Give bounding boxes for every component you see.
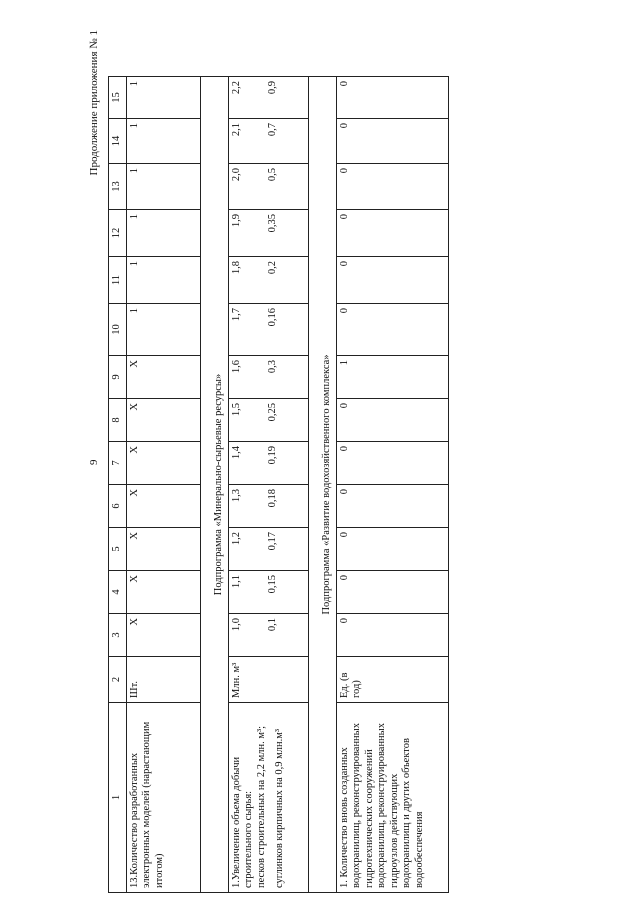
value-cell: 0 — [336, 77, 448, 119]
value-clay: 0,2 — [266, 261, 278, 275]
value-cell — [228, 528, 308, 571]
value-clay: 0,7 — [266, 123, 278, 137]
value-sand: 1,3 — [230, 489, 242, 503]
value-cell: 1 — [126, 77, 200, 119]
value-cell: 0 — [336, 528, 448, 571]
col-number: 10 — [109, 304, 127, 356]
value-cell: Х — [126, 356, 200, 399]
value-cell: 0 — [336, 119, 448, 164]
col-number: 1 — [109, 703, 127, 893]
col-number: 3 — [109, 614, 127, 657]
value-clay: 0,18 — [266, 489, 278, 508]
unit-cell: Ед. (в год) — [336, 657, 448, 703]
value-cell: 0 — [336, 442, 448, 485]
value-cell: 0 — [336, 571, 448, 614]
col-number: 11 — [109, 257, 127, 304]
section-title: Подпрограмма «Развитие водохозяйственного комплекса» — [308, 77, 336, 893]
col-number: 5 — [109, 528, 127, 571]
value-sand: 1,4 — [230, 446, 242, 460]
continuation-note: Продолжение приложения № 1 — [88, 30, 100, 176]
value-sand: 1,9 — [230, 214, 242, 228]
indicators-table — [108, 76, 449, 893]
value-clay: 0,3 — [266, 360, 278, 374]
table-row-electronic-models — [126, 77, 200, 893]
value-sand: 2,0 — [230, 168, 242, 182]
col-number: 14 — [109, 119, 127, 164]
value-cell: 1 — [126, 257, 200, 304]
value-clay: 0,9 — [266, 81, 278, 95]
value-cell: 0 — [336, 164, 448, 210]
value-cell — [228, 304, 308, 356]
table-row-mineral — [228, 77, 308, 893]
value-sand: 1,1 — [230, 575, 242, 589]
value-cell: 0 — [336, 210, 448, 257]
value-sand: 2,2 — [230, 81, 242, 95]
value-sand: 1,6 — [230, 360, 242, 374]
col-number: 7 — [109, 442, 127, 485]
value-cell — [228, 77, 308, 119]
value-cell: 1 — [126, 164, 200, 210]
value-cell — [228, 164, 308, 210]
indicator-cell — [228, 703, 308, 893]
value-cell — [228, 257, 308, 304]
value-cell: 1 — [126, 210, 200, 257]
value-cell: 0 — [336, 257, 448, 304]
value-cell: Х — [126, 571, 200, 614]
value-clay: 0,16 — [266, 308, 278, 327]
value-clay: 0,35 — [266, 214, 278, 233]
value-clay: 0,15 — [266, 575, 278, 594]
value-clay: 0,17 — [266, 532, 278, 551]
value-cell: 1 — [126, 119, 200, 164]
unit-cell: Млн. м³ — [228, 657, 308, 703]
value-cell: Х — [126, 485, 200, 528]
value-clay: 0,5 — [266, 168, 278, 182]
value-cell: Х — [126, 614, 200, 657]
value-sand: 1,7 — [230, 308, 242, 322]
value-clay: 0,1 — [266, 618, 278, 632]
value-cell: 1 — [336, 356, 448, 399]
col-number: 6 — [109, 485, 127, 528]
value-cell — [228, 356, 308, 399]
value-cell — [228, 485, 308, 528]
value-clay: 0,19 — [266, 446, 278, 465]
value-sand: 1,0 — [230, 618, 242, 632]
value-cell: 0 — [336, 485, 448, 528]
value-cell — [228, 442, 308, 485]
value-cell: 0 — [336, 399, 448, 442]
value-cell: 1 — [126, 304, 200, 356]
value-cell: Х — [126, 399, 200, 442]
value-clay: 0,25 — [266, 403, 278, 422]
col-number: 2 — [109, 657, 127, 703]
table-row-water — [336, 77, 448, 893]
value-sand: 1,5 — [230, 403, 242, 417]
value-cell: 0 — [336, 304, 448, 356]
indicator-sand: песков строительных на 2,2 млн. м³; — [255, 725, 267, 888]
value-cell: Х — [126, 528, 200, 571]
section-title: Подпрограмма «Минерально-сырьевые ресурсы» — [200, 77, 228, 893]
value-sand: 1,8 — [230, 261, 242, 275]
value-sand: 2,1 — [230, 123, 242, 137]
col-number: 9 — [109, 356, 127, 399]
col-number: 13 — [109, 164, 127, 210]
page-number: 9 — [88, 459, 100, 465]
value-sand: 1,2 — [230, 532, 242, 546]
col-number: 4 — [109, 571, 127, 614]
indicator-cell: 13.Количество разработанных электронных моделей (нарастающим итогом) — [126, 703, 200, 893]
value-cell — [228, 571, 308, 614]
col-number: 8 — [109, 399, 127, 442]
header-row — [109, 77, 127, 893]
section-row-water — [308, 77, 336, 893]
unit-cell: Шт. — [126, 657, 200, 703]
indicator-cell: 1. Количество вновь созданных водохранилищ, реконструированных гидротехнических сооружений водохранилищ, реконструированных гидроузлов действующих водохранилищ и других объектов водообеспечения — [336, 703, 448, 893]
col-number: 12 — [109, 210, 127, 257]
value-cell — [228, 210, 308, 257]
value-cell — [228, 399, 308, 442]
col-number: 15 — [109, 77, 127, 119]
indicator-clay: суглинков кирпичных на 0,9 млн.м³ — [274, 728, 285, 888]
value-cell: Х — [126, 442, 200, 485]
value-cell — [228, 614, 308, 657]
section-row-mineral — [200, 77, 228, 893]
value-cell: 0 — [336, 614, 448, 657]
value-cell — [228, 119, 308, 164]
indicator-main: 1.Увеличение объема добычи строительного сырья: — [230, 756, 254, 888]
